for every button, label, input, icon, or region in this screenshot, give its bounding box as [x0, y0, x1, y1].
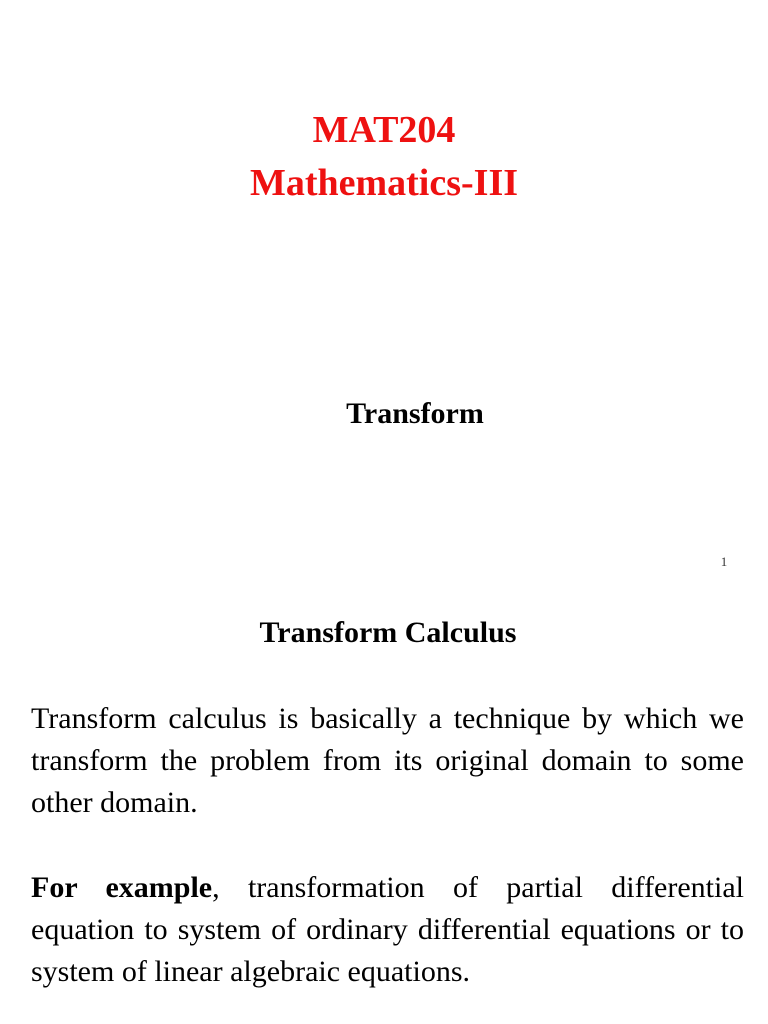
slide-title: Transform Calculus [259, 616, 517, 649]
example-text: , transformation of partial differential equation to system of ordinary differential equations or to system of linear algebraic equations. [31, 871, 744, 988]
paragraph-definition: Transform calculus is basically a technique by which we transform the problem from its original domain to some other domain. [31, 702, 744, 819]
slide-2 [0, 580, 768, 1024]
page-number: 1 [720, 554, 728, 569]
course-code: MAT204 [312, 109, 456, 151]
paragraph-example [31, 867, 744, 993]
slide-subtitle: Transform [346, 397, 484, 430]
example-lead: For example [31, 871, 213, 904]
course-name: Mathematics-III [249, 162, 519, 204]
